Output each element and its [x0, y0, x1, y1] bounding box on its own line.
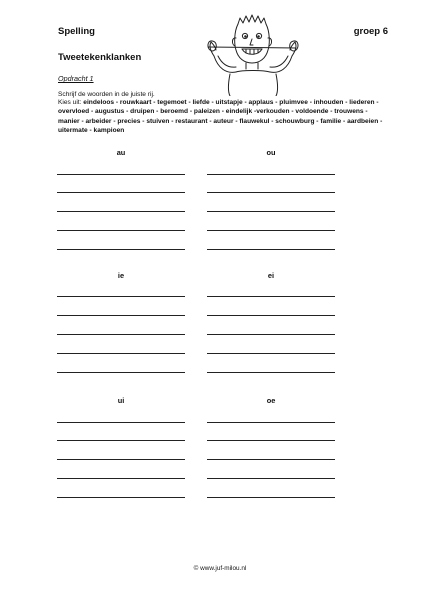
group-label: groep 6 — [353, 26, 388, 37]
subject-label: Spelling — [58, 26, 95, 37]
answer-line[interactable] — [207, 230, 335, 231]
answer-line[interactable] — [207, 422, 335, 423]
answer-line[interactable] — [57, 440, 185, 441]
answer-line[interactable] — [57, 478, 185, 479]
section-au — [57, 148, 185, 158]
section-label: oe — [266, 396, 276, 405]
section-ei — [207, 271, 335, 281]
section-ie — [57, 271, 185, 281]
answer-line[interactable] — [207, 353, 335, 354]
answer-line[interactable] — [207, 315, 335, 316]
answer-line[interactable] — [207, 174, 335, 175]
section-ui — [57, 396, 185, 406]
section-label: ou — [266, 148, 276, 157]
answer-line[interactable] — [57, 315, 185, 316]
instruction-text: Schrijf de woorden in de juiste rij. — [58, 91, 155, 98]
section-label: ui — [117, 396, 125, 405]
section-label: ei — [267, 271, 275, 280]
answer-line[interactable] — [57, 249, 185, 250]
answer-line[interactable] — [57, 174, 185, 175]
answer-line[interactable] — [57, 459, 185, 460]
answer-line[interactable] — [57, 296, 185, 297]
answer-line[interactable] — [57, 334, 185, 335]
answer-line[interactable] — [207, 211, 335, 212]
section-ou — [207, 148, 335, 158]
answer-line[interactable] — [57, 211, 185, 212]
boy-flossing-teeth-icon — [200, 14, 308, 96]
word-list — [58, 98, 388, 135]
section-oe — [207, 396, 335, 406]
answer-line[interactable] — [207, 372, 335, 373]
answer-line[interactable] — [207, 478, 335, 479]
answer-line[interactable] — [207, 192, 335, 193]
section-label: ie — [117, 271, 125, 280]
worksheet-title: Tweetekenklanken — [58, 52, 142, 63]
section-label: au — [116, 148, 126, 157]
answer-line[interactable] — [207, 249, 335, 250]
exercise-label: Opdracht 1 — [58, 74, 94, 83]
answer-line[interactable] — [57, 353, 185, 354]
choose-label: Kies uit: — [58, 99, 84, 106]
answer-line[interactable] — [57, 230, 185, 231]
answer-line[interactable] — [57, 372, 185, 373]
answer-line[interactable] — [57, 497, 185, 498]
answer-line[interactable] — [57, 422, 185, 423]
answer-line[interactable] — [207, 459, 335, 460]
answer-line[interactable] — [207, 296, 335, 297]
answer-line[interactable] — [57, 192, 185, 193]
answer-line[interactable] — [207, 334, 335, 335]
answer-line[interactable] — [207, 497, 335, 498]
word-list-words: eindeloos - rouwkaart - tegemoet - liefde - uitstapje - applaus - pluimvee - inhouden - liederen - overvloed - augustus - druipen - beroemd - paleizen - eindelijk -verkouden - voldoende - trouwens - manier - arbeider - precies - stuiven - restaurant - auteur - flauwekul - schouwburg - familie - aardbeien - uitermate - kampioen — [58, 99, 383, 134]
answer-line[interactable] — [207, 440, 335, 441]
copyright-footer: © www.juf-milou.nl — [193, 565, 247, 572]
